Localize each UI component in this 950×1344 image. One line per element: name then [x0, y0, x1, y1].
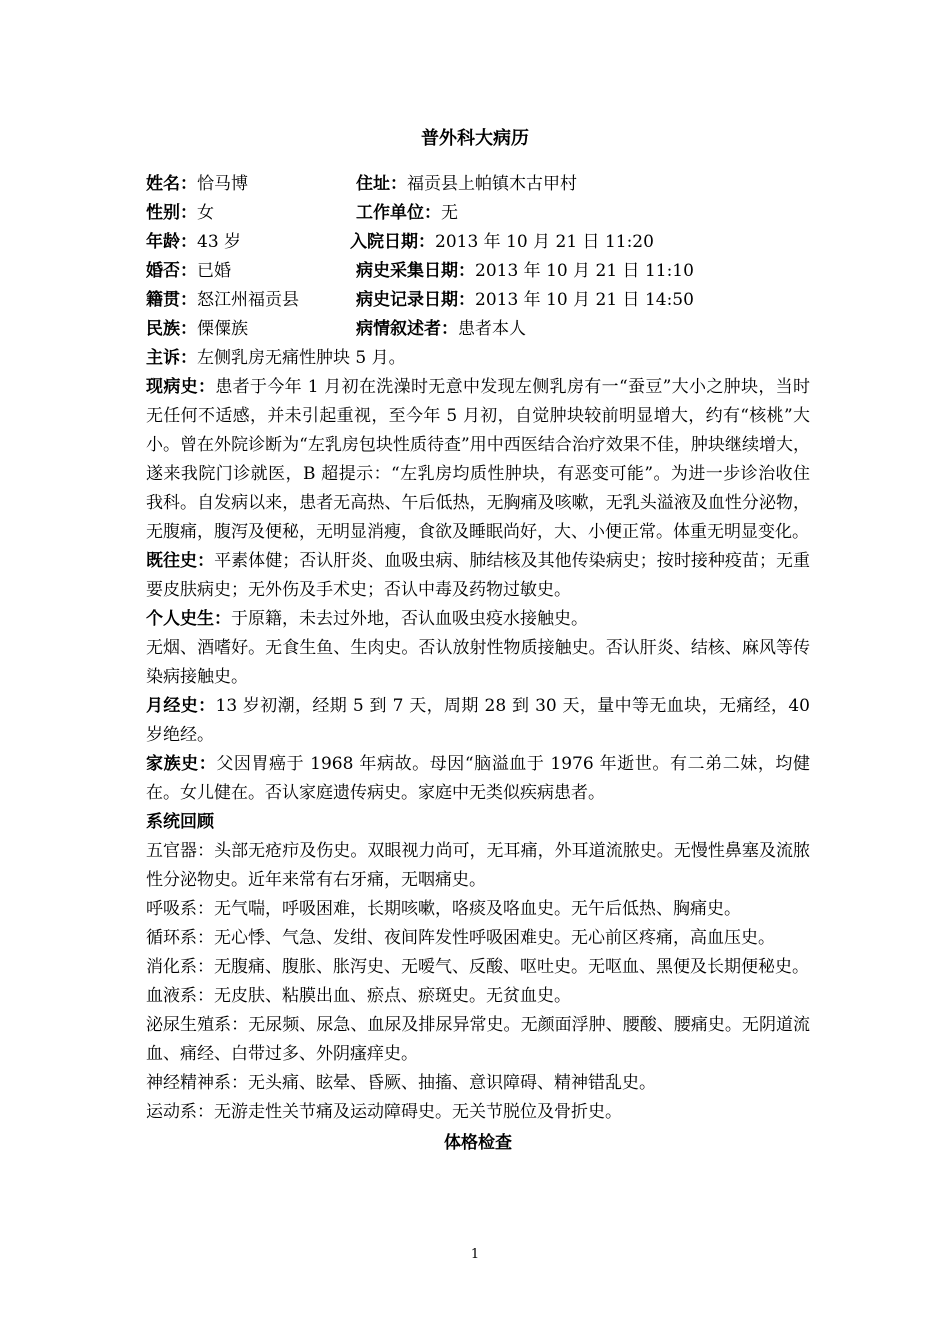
admission-date-value: 2013 年 10 月 21 日 11:20 [435, 232, 654, 252]
info-row [146, 199, 810, 228]
review-item-respiratory: 呼吸系：无气喘，呼吸困难，长期咳嗽，咯痰及咯血史。无午后低热、胸痛史。 [146, 899, 741, 919]
past-history-text: 平素体健；否认肝炎、血吸虫病、肺结核及其他传染病史；按时接种疫苗；无重要皮肤病史；无外伤及手术史；否认中毒及药物过敏史。 [146, 551, 811, 600]
menstrual-history-label: 月经史： [146, 696, 216, 716]
chief-complaint-label: 主诉： [146, 348, 197, 368]
past-history [146, 547, 810, 605]
page-number: 1 [470, 1247, 480, 1262]
personal-history-extra: 无烟、酒嗜好。无食生鱼、生肉史。否认放射性物质接触史。否认肝炎、结核、麻风等传染病接触史。 [146, 638, 810, 687]
info-row [146, 170, 810, 199]
admission-date-label: 入院日期： [350, 232, 435, 252]
gender-value: 女 [197, 203, 214, 223]
history-record-date-value: 2013 年 10 月 21 日 14:50 [475, 290, 694, 310]
ethnicity-value: 傈僳族 [197, 319, 248, 339]
present-illness-text: 患者于今年 1 月初在洗澡时无意中发现左侧乳房有一“蚕豆”大小之肿块，当时无任何不适感，并未引起重视，至今年 5 月初，自觉肿块较前明显增大，约有“核桃”大小。曾在外院诊断为“左乳房包块性质待查”用中西医结合治疗效果不佳，肿块继续增大，遂来我院门诊就医，B 超提示：“左乳房均质性肿块，有恶变可能”。为进一步诊治收住我科。自发病以来，患者无高热、午后低热，无胸痛及咳嗽，无乳头溢液及血性分泌物，无腹痛，腹泻及便秘，无明显消瘦，食欲及睡眠尚好，大、小便正常。体重无明显变化。 [146, 377, 811, 542]
record-content [146, 170, 810, 1158]
workplace-value: 无 [441, 203, 458, 223]
ethnicity-label: 民族： [146, 319, 197, 339]
family-history-label: 家族史： [146, 754, 217, 774]
menstrual-history-text: 13 岁初潮，经期 5 到 7 天，周期 28 到 30 天，量中等无血块，无痛经，40 岁绝经。 [146, 696, 811, 745]
page-title: 普外科大病历 [421, 128, 529, 149]
name-value: 恰马博 [197, 174, 248, 194]
personal-history-label: 个人史生： [146, 609, 231, 629]
native-place-label: 籍贯： [146, 290, 197, 310]
age-value: 43 岁 [197, 232, 242, 252]
family-history-text: 父因胃癌于 1968 年病故。母因“脑溢血于 1976 年逝世。有二弟二妹，均健在。女儿健在。否认家庭遗传病史。家庭中无类似疾病患者。 [146, 754, 810, 803]
review-item-circulatory: 循环系：无心悸、气急、发绀、夜间阵发性呼吸困难史。无心前区疼痛，高血压史。 [146, 928, 775, 948]
history-collection-date-label: 病史采集日期： [356, 261, 475, 281]
narrator-label: 病情叙述者： [356, 319, 458, 339]
chief-complaint [146, 344, 810, 373]
review-item-motor: 运动系：无游走性关节痛及运动障碍史。无关节脱位及骨折史。 [146, 1102, 622, 1122]
info-row [146, 228, 810, 257]
personal-history [146, 605, 810, 634]
review-item-ent: 五官器：头部无疮疖及伤史。双眼视力尚可，无耳痛，外耳道流脓史。无慢性鼻塞及流脓性分泌物史。近年来常有右牙痛，无咽痛史。 [146, 841, 810, 890]
family-history [146, 750, 810, 808]
present-illness-label: 现病史： [146, 377, 216, 397]
personal-history-text: 于原籍，未去过外地，否认血吸虫疫水接触史。 [231, 609, 588, 629]
info-row [146, 257, 810, 286]
age-label: 年龄： [146, 232, 197, 252]
address-value: 福贡县上帕镇木古甲村 [407, 174, 577, 194]
history-collection-date-value: 2013 年 10 月 21 日 11:10 [475, 261, 694, 281]
review-heading: 系统回顾 [146, 812, 214, 832]
present-illness [146, 373, 810, 547]
marital-label: 婚否： [146, 261, 197, 281]
gender-label: 性别： [146, 203, 197, 223]
patient-info [146, 170, 810, 344]
review-item-digestive: 消化系：无腹痛、腹胀、胀泻史、无嗳气、反酸、呕吐史。无呕血、黑便及长期便秘史。 [146, 957, 809, 977]
name-label: 姓名： [146, 174, 197, 194]
narrator-value: 患者本人 [458, 319, 526, 339]
review-item-blood: 血液系：无皮肤、粘膜出血、瘀点、瘀斑史。无贫血史。 [146, 986, 571, 1006]
review-item-neuro: 神经精神系：无头痛、眩晕、昏厥、抽搐、意识障碍、精神错乱史。 [146, 1073, 656, 1093]
address-label: 住址： [356, 174, 407, 194]
menstrual-history [146, 692, 810, 750]
review-item-urogenital: 泌尿生殖系：无尿频、尿急、血尿及排尿异常史。无颜面浮肿、腰酸、腰痛史。无阴道流血、痛经、白带过多、外阴瘙痒史。 [146, 1015, 810, 1064]
past-history-label: 既往史： [146, 551, 215, 571]
info-row [146, 286, 810, 315]
chief-complaint-text: 左侧乳房无痛性肿块 5 月。 [197, 348, 406, 368]
workplace-label: 工作单位： [356, 203, 441, 223]
marital-value: 已婚 [197, 261, 231, 281]
history-record-date-label: 病史记录日期： [356, 290, 475, 310]
info-row [146, 315, 810, 344]
exam-heading: 体格检查 [444, 1133, 512, 1153]
native-place-value: 怒江州福贡县 [197, 290, 299, 310]
